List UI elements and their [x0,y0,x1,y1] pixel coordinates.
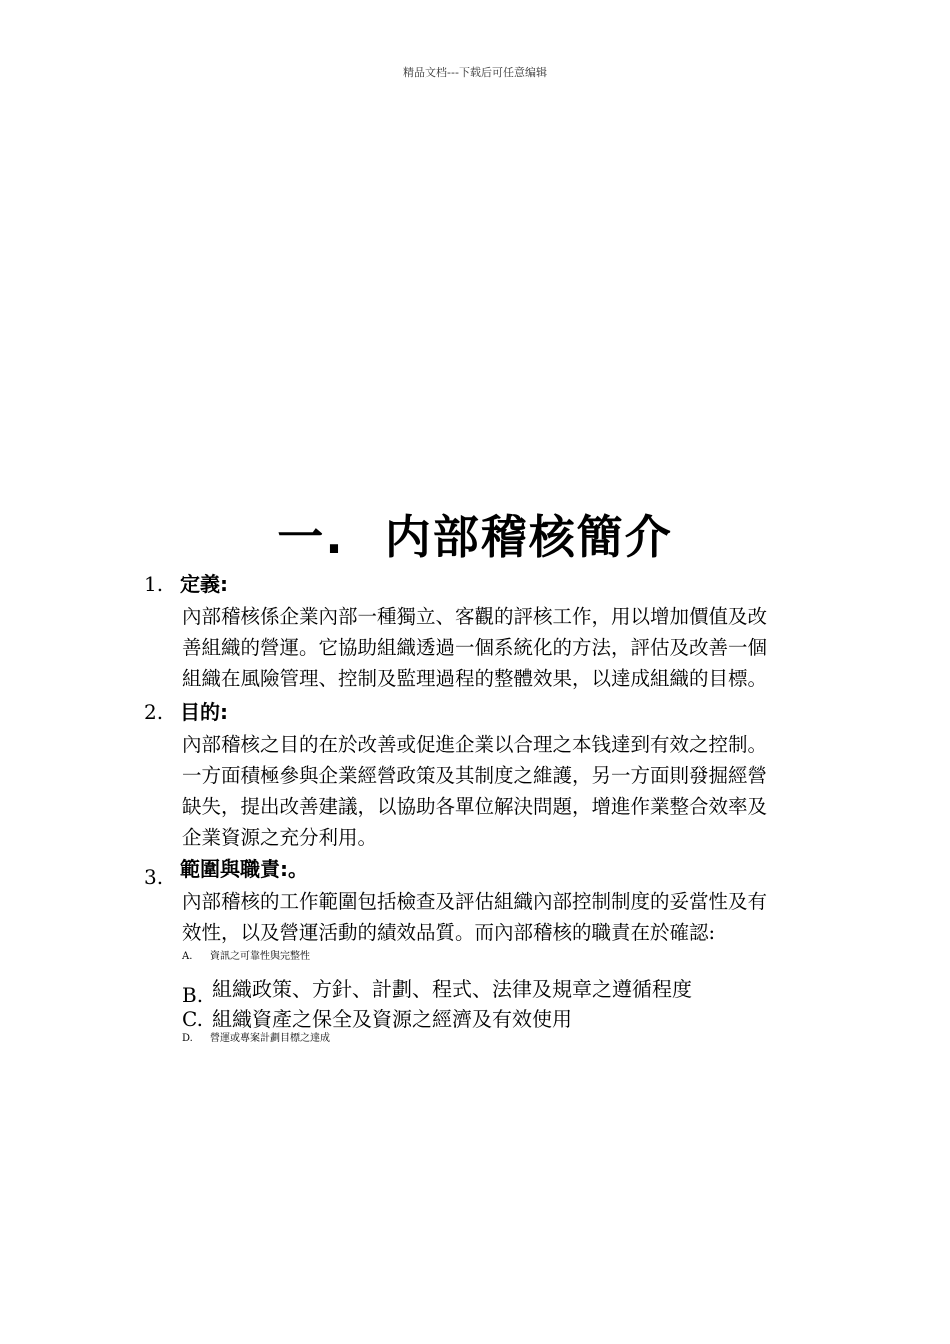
body-line: 企業資源之充分利用。 [182,826,378,849]
section-number: 2. [144,700,164,724]
list-letter: B. [182,983,204,1007]
list-letter: D. [182,1033,193,1044]
body-line: 組織在風險管理、控制及監理過程的整體效果，以達成組織的目標。 [182,667,768,690]
section-title: 定義: [180,572,228,596]
section-heading-purpose [144,697,228,727]
list-text: 組織資產之保全及資源之經濟及有效使用 [212,1007,572,1031]
body-line: 效性，以及營運活動的績效品質。而內部稽核的職責在於確認: [182,921,716,944]
body-line: 善組織的營運。它協助組織透過一個系統化的方法，評估及改善一個 [182,636,768,659]
list-text: 營運或專案計劃目標之達成 [210,1033,330,1044]
section-number: 3. [144,865,164,889]
section-body-scope [182,886,812,948]
section-heading-definition [144,569,228,599]
list-item-d [182,1032,330,1046]
section-title: 範圍與職責:。 [180,857,308,881]
title-text: 内部稽核簡介 [384,510,673,564]
page-header: 精品文档---下载后可任意编辑 [403,66,547,79]
body-line: 缺失，提出改善建議，以協助各單位解決問題，增進作業整合效率及 [182,795,768,818]
list-item-a [182,950,310,964]
section-body-definition [182,601,812,694]
section-heading-scope [144,854,308,889]
list-item-c [182,1006,572,1032]
title-number: 一. [277,510,345,564]
list-letter: C. [182,1007,203,1031]
body-line: 一方面積極參與企業經營政策及其制度之維護，另一方面則發掘經營 [182,764,768,787]
body-line: 內部稽核的工作範圍包括檢查及評估組織內部控制制度的妥當性及有 [182,890,768,913]
document-title [0,502,950,572]
section-number: 1. [144,572,164,596]
list-text: 組織政策、方針、計劃、程式、法律及規章之遵循程度 [212,977,692,1001]
list-letter: A. [182,951,193,962]
body-line: 內部稽核係企業內部一種獨立、客觀的評核工作，用以增加價值及改 [182,605,768,628]
list-item-b [182,976,692,1007]
list-text: 資訊之可靠性與完整性 [210,951,310,962]
section-title: 目的: [180,700,228,724]
section-body-purpose [182,729,812,853]
body-line: 內部稽核之目的在於改善或促進企業以合理之本钱達到有效之控制。 [182,733,768,756]
